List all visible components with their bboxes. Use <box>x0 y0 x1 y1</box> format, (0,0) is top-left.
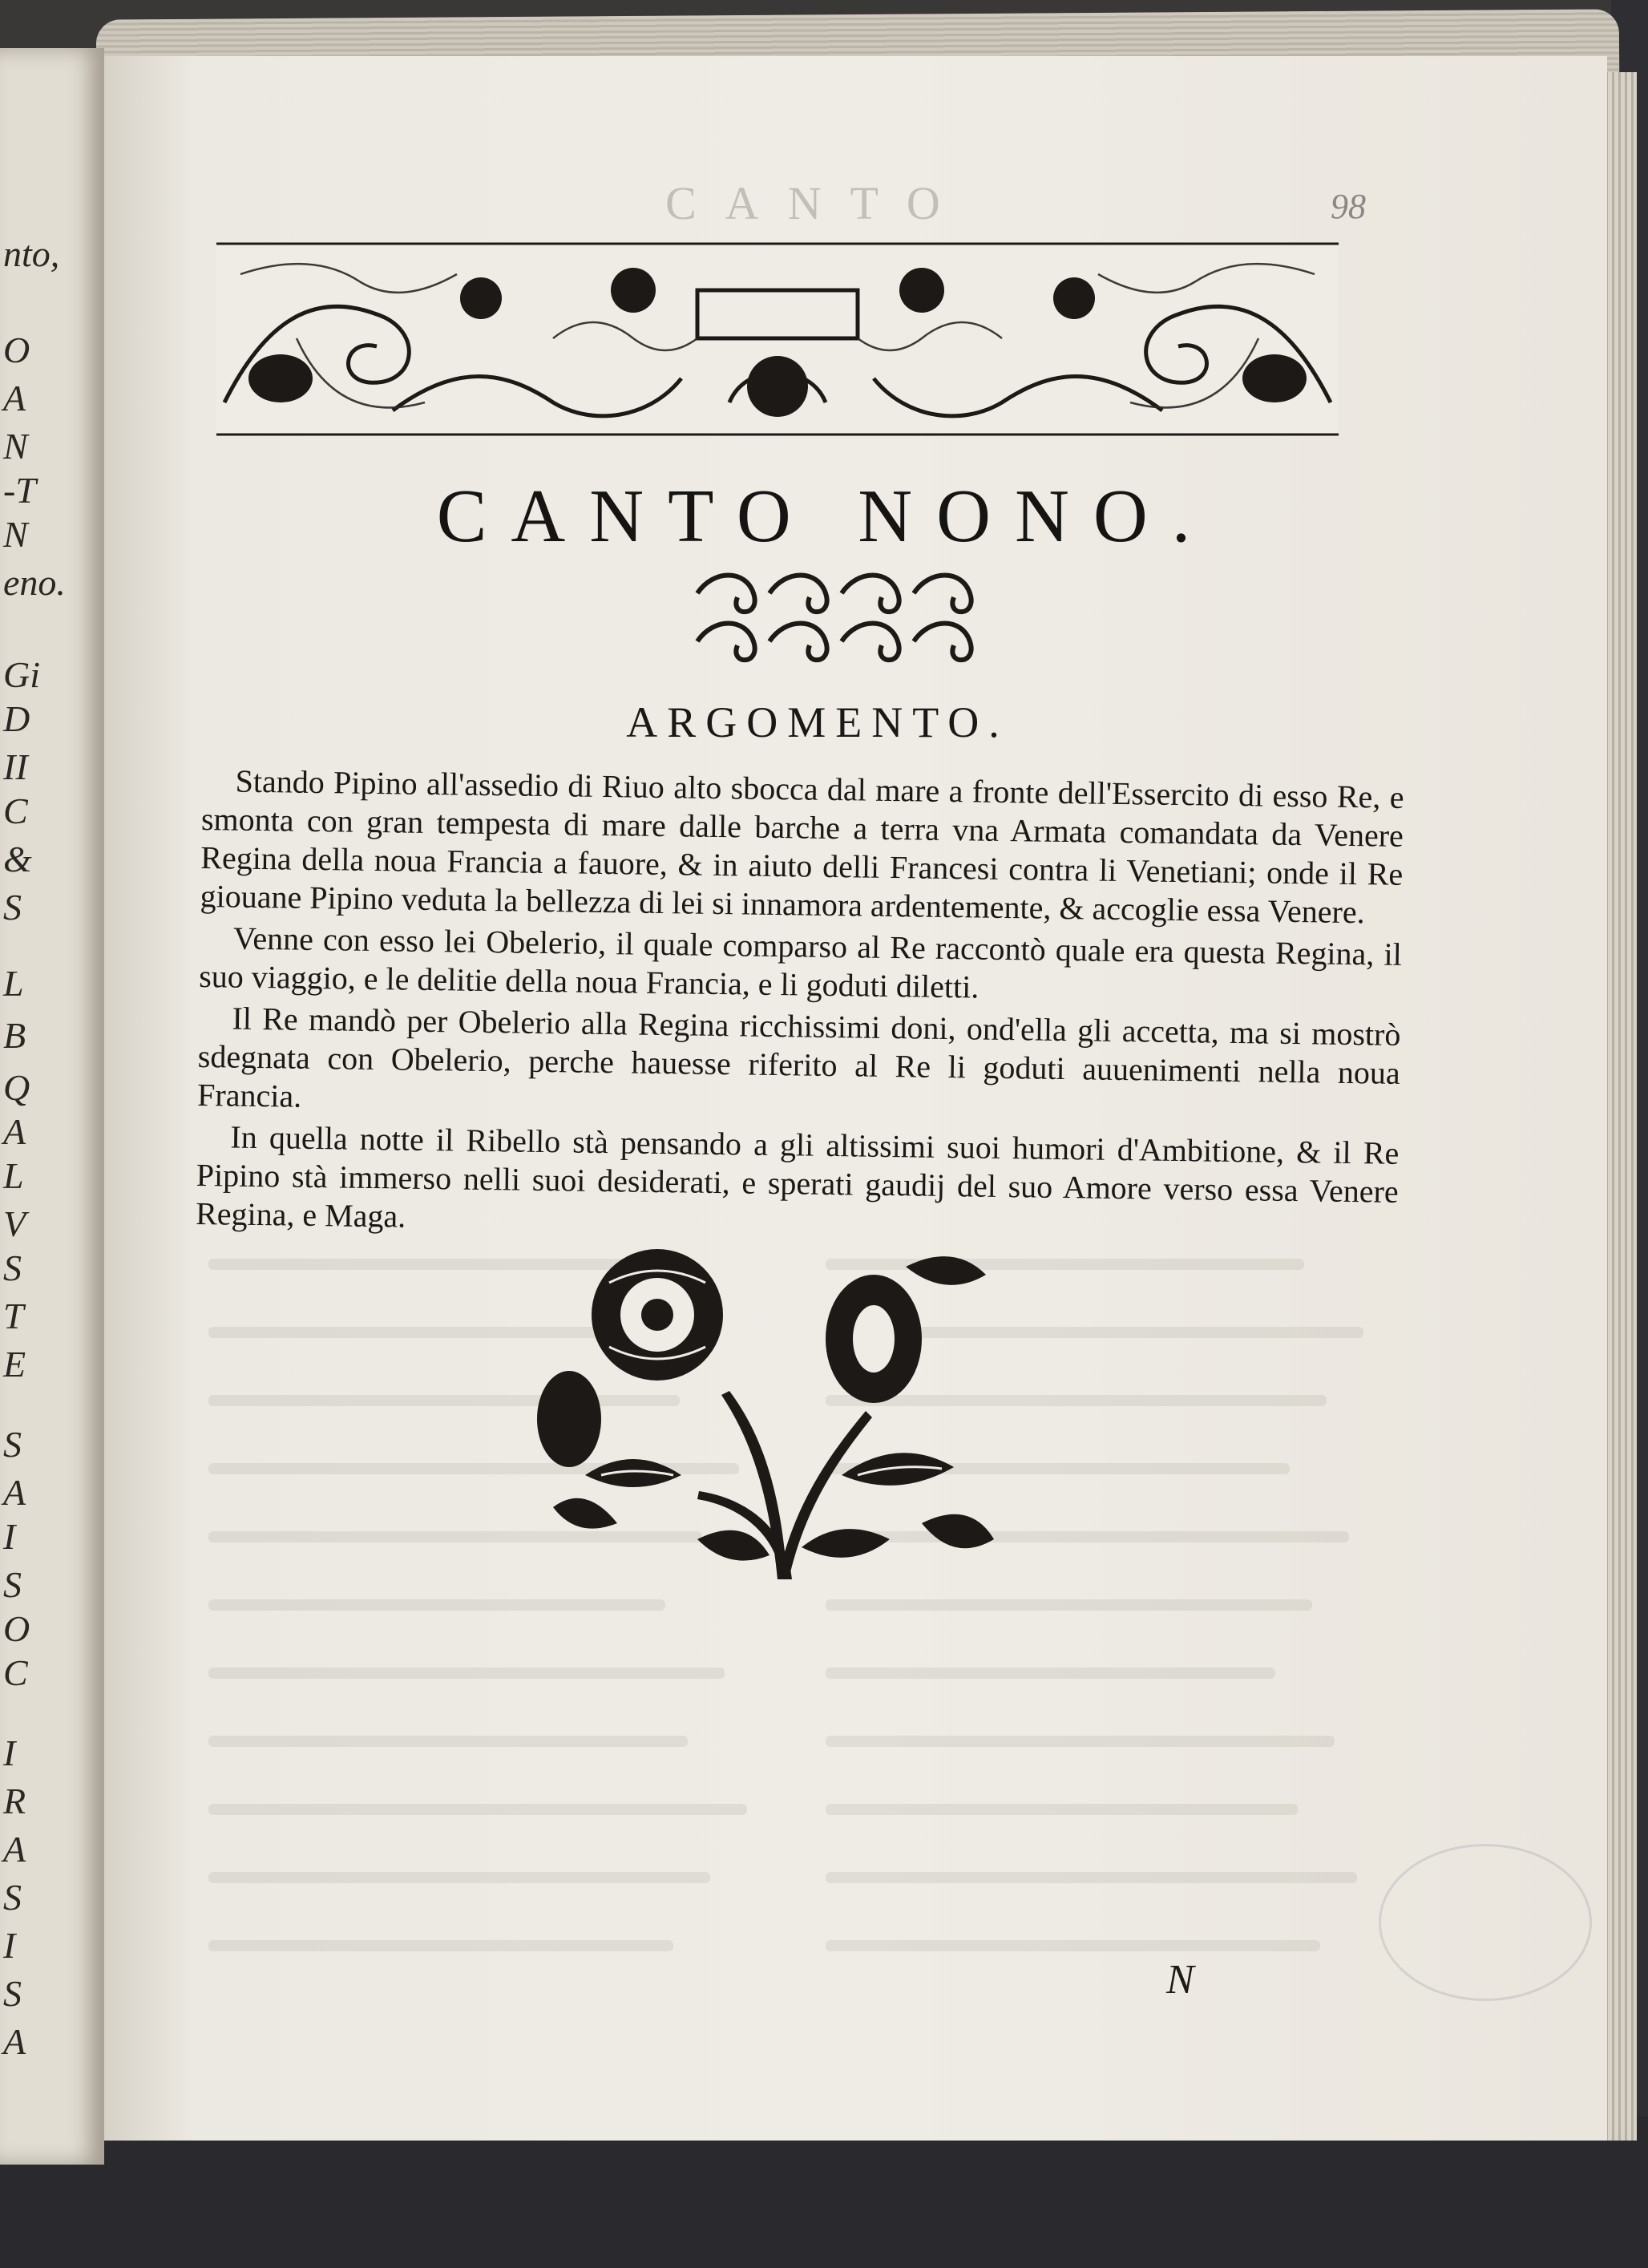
previous-page <box>0 48 104 2165</box>
left-page-fragment: A <box>3 2021 26 2062</box>
left-page-fragment: C <box>3 1652 28 1693</box>
left-page-fragment: N <box>3 514 28 555</box>
fleuron-ornament <box>681 561 986 665</box>
ghost-page-number: 98 <box>1331 187 1366 226</box>
show-through-line <box>208 1940 673 1951</box>
left-page-fragment: A <box>3 1829 26 1870</box>
left-page-fragment: A <box>3 378 26 418</box>
left-page-fragment: O <box>3 1608 30 1649</box>
left-page-fragment: S <box>3 1973 22 2014</box>
book-page <box>104 56 1607 2141</box>
left-page-fragment: & <box>3 839 32 879</box>
left-page-fragment: A <box>3 1472 26 1513</box>
left-page-fragment: -T <box>3 470 36 511</box>
paragraph-1: Stando Pipino all'assedio di Riuo alto sbocca dal mare a fronte dell'Essercito di esso Re, e smonta con gran tempesta di mare dalle barche a terra vna Armata comandata da Venere Regina della noua Francia a fauore, & in aiuto delli Francesi contra li Venetiani; onde il Re giouane Pipino veduta la bellezza di lei si innamora ardentemente, & accoglie essa Venere. <box>200 762 1404 931</box>
ghost-running-head: CANTO <box>665 177 969 229</box>
left-page-fragment: S <box>3 1564 22 1605</box>
show-through-line <box>826 1804 1298 1815</box>
left-page-fragment: Gi <box>3 654 40 695</box>
left-page-fragment: S <box>3 1247 22 1288</box>
left-page-fragment: A <box>3 1111 26 1152</box>
left-page-fragment: R <box>3 1781 26 1821</box>
show-through-line <box>826 1940 1320 1951</box>
left-page-fragment: S <box>3 887 22 928</box>
left-page-fragment: D <box>3 698 30 739</box>
left-page-fragment: C <box>3 790 28 831</box>
left-page-fragment: eno. <box>3 562 66 603</box>
left-page-fragment: B <box>3 1015 26 1056</box>
show-through-line <box>826 1736 1335 1747</box>
argomento-text <box>196 762 1404 1253</box>
show-through-line <box>208 1804 747 1815</box>
left-page-fragment: II <box>3 746 28 787</box>
left-page-fragment: O <box>3 329 30 370</box>
left-page-fragment: V <box>3 1203 26 1244</box>
paragraph-3: Il Re mandò per Obelerio alla Regina ricchissimi doni, ond'ella gli accetta, ma si mostrò sdegnata con Obelerio, perche hauesse riferito al Re li goduti auuenimenti nella noua Francia. <box>196 1000 1401 1114</box>
left-page-fragment: nto, <box>3 233 60 274</box>
show-through-line <box>826 1599 1312 1611</box>
left-page-fragment: T <box>3 1296 24 1336</box>
signature-mark: N <box>1166 1957 1194 2003</box>
ornamental-headpiece <box>216 242 1339 436</box>
show-through-line <box>826 1668 1275 1679</box>
left-page-fragment: I <box>3 1732 16 1773</box>
show-through-line <box>208 1736 688 1747</box>
headpiece-woodcut <box>216 242 1339 436</box>
left-page-fragment: L <box>3 1155 24 1196</box>
left-page-fragment: S <box>3 1877 22 1918</box>
left-page-fragment: Q <box>3 1067 30 1108</box>
argomento-heading: ARGOMENTO. <box>626 698 1009 746</box>
left-page-fragment: L <box>3 963 24 1004</box>
left-page-fragment: I <box>3 1925 16 1966</box>
show-through-line <box>208 1668 725 1679</box>
show-through-line <box>826 1872 1357 1883</box>
show-through-line <box>208 1599 665 1611</box>
paragraph-4: In quella notte il Ribello stà pensando a gli altissimi suoi humori d'Ambitione, & il Re Pipino stà immerso nelli suoi desiderati, e sperati gaudij del suo Amore verso essa Venere Regina, e Maga. <box>195 1118 1400 1235</box>
show-through-line <box>208 1872 710 1883</box>
flower-woodcut-image <box>537 1235 1002 1595</box>
fleuron-icon <box>681 561 986 665</box>
flower-woodcut <box>537 1235 1002 1595</box>
paragraph-2: Venne con esso lei Obelerio, il quale comparso al Re raccontò quale era questa Regina, il suo viaggio, e le delitie della noua Francia, e li goduti diletti. <box>198 920 1403 1005</box>
left-page-fragment: S <box>3 1424 22 1465</box>
left-page-fragment: E <box>3 1344 26 1385</box>
canto-title: CANTO NONO. <box>436 475 1215 558</box>
left-page-fragment: I <box>3 1516 16 1557</box>
library-stamp <box>1379 1844 1592 2001</box>
left-page-fragment: N <box>3 426 28 467</box>
